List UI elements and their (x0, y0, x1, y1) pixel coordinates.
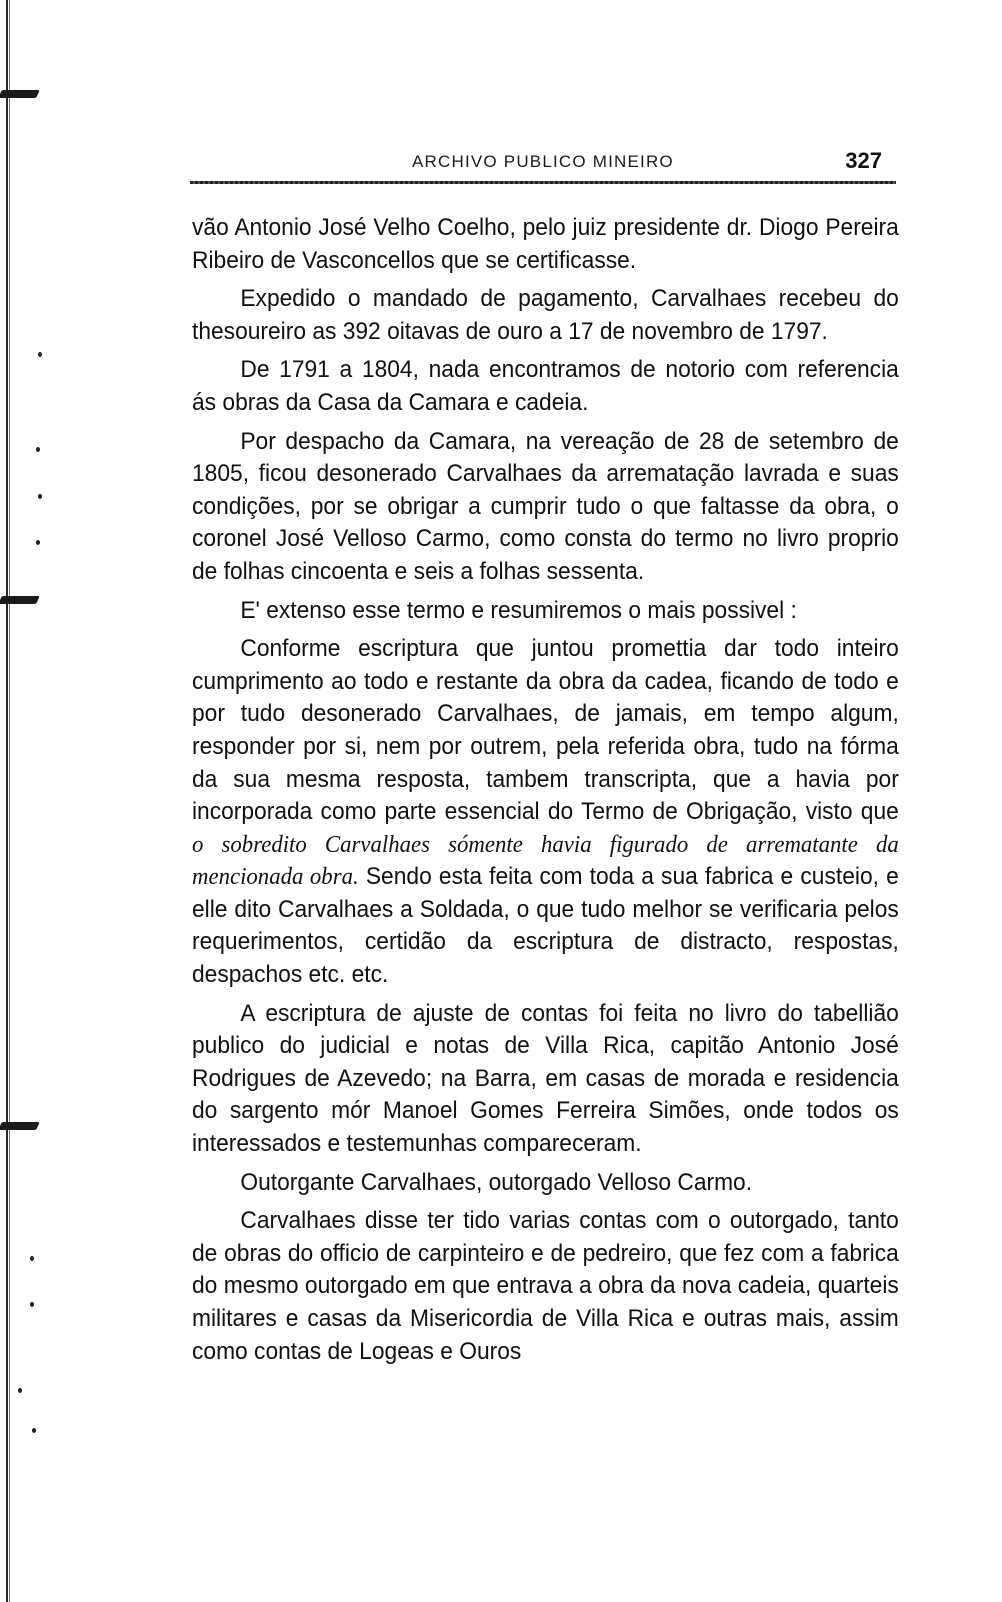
scan-speck (30, 1302, 34, 1307)
italic-passage: o sobredito Carvalhaes sómente havia figurado de arrematante da mencionada obra. (192, 830, 899, 891)
scan-speck (18, 1388, 22, 1393)
binding-thread-mark (0, 1122, 40, 1130)
binding-edge (6, 0, 8, 1602)
running-header (190, 150, 896, 184)
scan-speck (30, 1256, 34, 1261)
paragraph-with-italic (192, 633, 899, 992)
scan-speck (36, 540, 40, 545)
page-number: 327 (845, 148, 882, 173)
binding-edge-shadow (9, 0, 10, 1602)
paragraph: De 1791 a 1804, nada encontramos de notorio com referencia ás obras da Casa da Camara e cadeia. (192, 356, 899, 416)
body-text (192, 212, 899, 1374)
paragraph: vão Antonio José Velho Coelho, pelo juiz presidente dr. Diogo Pereira Ribeiro de Vasconcellos que se certificasse. (192, 214, 899, 274)
paragraph: E' extenso esse termo e resumiremos o mais possivel : (240, 596, 797, 624)
paragraph: Por despacho da Camara, na vereação de 28 de setembro de 1805, ficou desonerado Carvalhaes da arrematação lavrada e suas condições, por se obrigar a cumprir tudo o que faltasse da obra, o coronel José Velloso Carmo, como consta do termo no livro proprio de folhas cincoenta e seis a folhas sessenta. (192, 427, 899, 585)
paragraph: Expedido o mandado de pagamento, Carvalhaes recebeu do thesoureiro as 392 oitavas de ouro a 17 de novembro de 1797. (192, 285, 899, 345)
running-title: ARCHIVO PUBLICO MINEIRO (412, 152, 674, 171)
paragraph: Carvalhaes disse ter tido varias contas com o outorgado, tanto de obras do officio de carpinteiro e de pedreiro, que fez com a fabrica do mesmo outorgado em que entrava a obra da nova cadeia, quarteis militares e casas da Misericordia de Villa Rica e outras mais, assim como contas de Logeas e Ouros (192, 1207, 899, 1365)
paragraph-text: Sendo esta feita com toda a sua fabrica e custeio, e elle dito Carvalhaes a Soldada, o que tudo melhor se verificaria pelos requerimentos, certidão da escriptura de distracto, respostas, despachos etc. etc. (192, 863, 899, 989)
scan-speck (32, 1428, 36, 1433)
paragraph-text: Conforme escriptura que juntou promettia dar todo inteiro cumprimento ao todo e restante da obra da cadea, ficando de todo e por tudo desonerado Carvalhaes, de jamais, em tempo algum, responder por si, nem por outrem, pela referida obra, tudo na fórma da sua mesma resposta, tambem transcripta, que a havia por incorporada como parte essencial do Termo de Obrigação, visto que (192, 635, 899, 826)
binding-thread-mark (0, 596, 40, 604)
binding-thread-mark (0, 90, 40, 98)
scan-speck (38, 494, 42, 499)
paragraph: A escriptura de ajuste de contas foi feita no livro do tabellião publico do judicial e notas de Villa Rica, capitão Antonio José Rodrigues de Azevedo; na Barra, em casas de morada e residencia do sargento mór Manoel Gomes Ferreira Simões, onde todos os interessados e testemunhas compareceram. (192, 999, 899, 1158)
scan-speck (36, 447, 40, 452)
paragraph: Outorgante Carvalhaes, outorgado Velloso Carmo. (240, 1168, 753, 1196)
header-rule (190, 181, 896, 184)
scan-speck (38, 352, 42, 357)
